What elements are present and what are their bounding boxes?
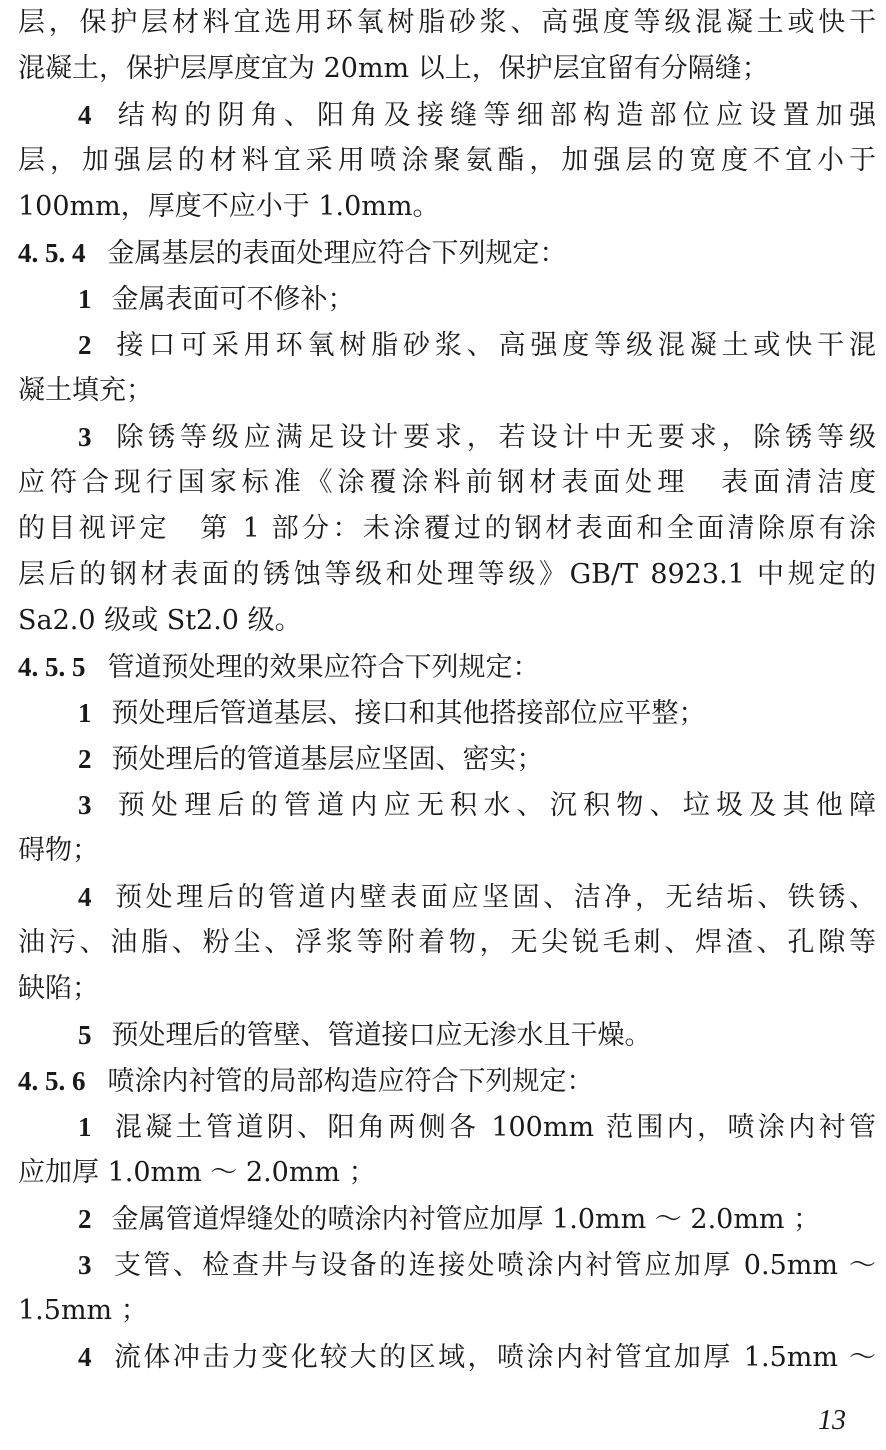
text-line: 的目视评定 第 1 部分：未涂覆过的钢材表面和全面清除原有涂	[18, 513, 876, 544]
list-item: 4 流体冲击力变化较大的区域，喷涂内衬管宜加厚 1.5mm ～	[78, 1342, 876, 1373]
text-line: 应符合现行国家标准《涂覆涂料前钢材表面处理 表面清洁度	[18, 467, 876, 498]
item-number: 4	[78, 1342, 92, 1372]
section-number: 4. 5. 5	[18, 652, 86, 682]
item-number: 2	[78, 1204, 92, 1234]
text-line: Sa2.0 级或 St2.0 级。	[18, 605, 302, 636]
list-item: 4 预处理后的管道内壁表面应坚固、洁净，无结垢、铁锈、	[78, 882, 876, 913]
text-line: 层，保护层材料宜选用环氧树脂砂浆、高强度等级混凝土或快干	[18, 7, 876, 38]
list-item: 2 接口可采用环氧树脂砂浆、高强度等级混凝土或快干混	[78, 330, 876, 361]
text-line: 油污、油脂、粉尘、浮浆等附着物，无尖锐毛刺、焊渣、孔隙等	[18, 927, 876, 958]
list-item: 3 支管、检查井与设备的连接处喷涂内衬管应加厚 0.5mm ～	[78, 1250, 876, 1281]
item-number: 4	[78, 882, 92, 912]
section-heading: 4. 5. 5 管道预处理的效果应符合下列规定：	[18, 652, 540, 683]
text-line: 应加厚 1.0mm ～ 2.0mm ；	[18, 1157, 376, 1188]
list-item: 1 金属表面可不修补；	[78, 284, 355, 315]
text-line: 凝土填充；	[18, 375, 153, 406]
list-item: 2 金属管道焊缝处的喷涂内衬管应加厚 1.0mm ～ 2.0mm ；	[78, 1204, 821, 1235]
page-number: 13	[818, 1405, 846, 1436]
list-item: 3 除锈等级应满足设计要求，若设计中无要求，除锈等级	[78, 422, 876, 453]
item-number: 3	[78, 1250, 92, 1280]
item-number: 5	[78, 1020, 92, 1050]
text-line: 100mm，厚度不应小于 1.0mm。	[18, 191, 440, 222]
text-line: 碍物；	[18, 835, 99, 866]
text-line: 层，加强层的材料宜采用喷涂聚氨酯，加强层的宽度不宜小于	[18, 145, 876, 176]
item-number: 1	[78, 284, 92, 314]
item-number: 3	[78, 790, 92, 820]
item-number: 4	[78, 100, 92, 130]
text-line: 层后的钢材表面的锈蚀等级和处理等级》GB/T 8923.1 中规定的	[18, 559, 876, 590]
text-line: 混凝土，保护层厚度宜为 20mm 以上，保护层宜留有分隔缝；	[18, 53, 769, 84]
section-heading: 4. 5. 4 金属基层的表面处理应符合下列规定：	[18, 238, 567, 269]
section-number: 4. 5. 6	[18, 1066, 86, 1096]
item-number: 2	[78, 744, 92, 774]
section-heading: 4. 5. 6 喷涂内衬管的局部构造应符合下列规定：	[18, 1066, 594, 1097]
text-line: 缺陷；	[18, 973, 99, 1004]
list-item: 1 预处理后管道基层、接口和其他搭接部位应平整；	[78, 698, 706, 729]
text-line: 1.5mm ；	[18, 1295, 148, 1326]
item-number: 1	[78, 1112, 92, 1142]
list-item: 5 预处理后的管壁、管道接口应无渗水且干燥。	[78, 1020, 652, 1051]
item-number: 1	[78, 698, 92, 728]
item-number: 3	[78, 422, 92, 452]
list-item: 4 结构的阴角、阳角及接缝等细部构造部位应设置加强	[78, 100, 876, 131]
item-number: 2	[78, 330, 92, 360]
list-item: 2 预处理后的管道基层应坚固、密实；	[78, 744, 544, 775]
list-item: 3 预处理后的管道内应无积水、沉积物、垃圾及其他障	[78, 790, 876, 821]
section-number: 4. 5. 4	[18, 238, 86, 268]
list-item: 1 混凝土管道阴、阳角两侧各 100mm 范围内，喷涂内衬管	[78, 1112, 876, 1143]
